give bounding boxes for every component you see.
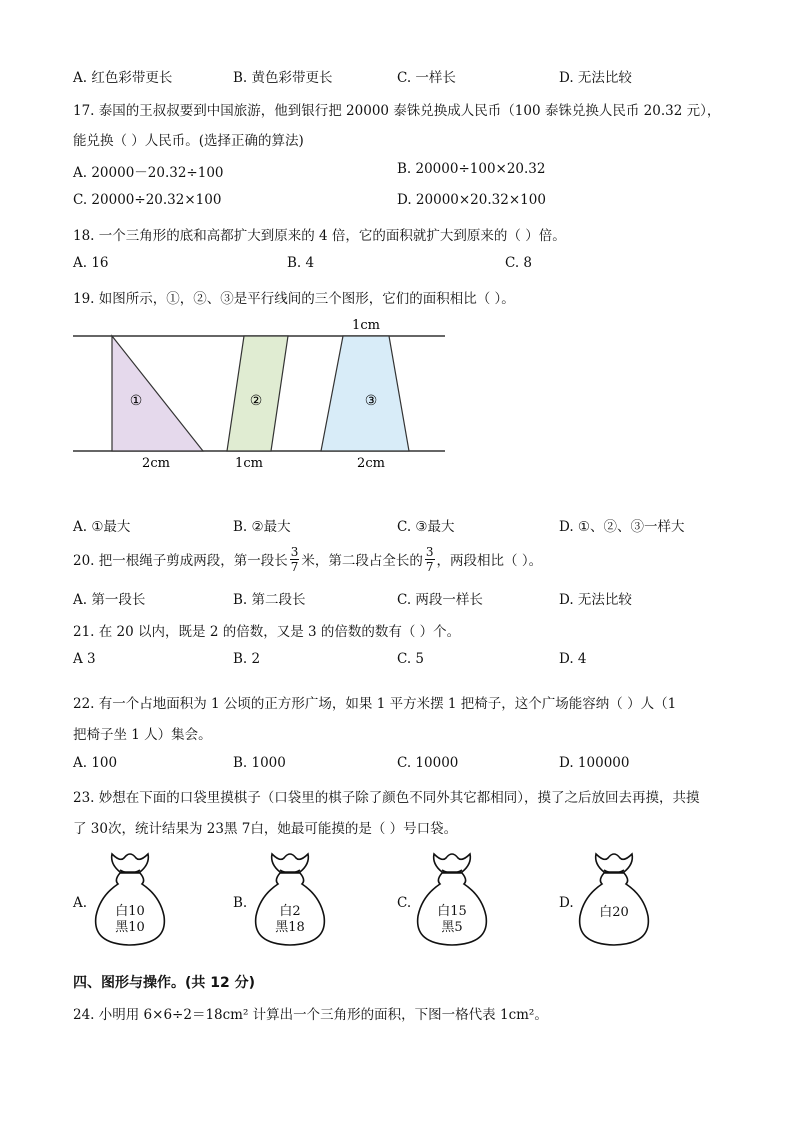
bottom-length-label-3: 2cm <box>357 456 385 471</box>
q17-option-a[interactable]: A. 20000－20.32÷100 <box>73 165 224 181</box>
bag-c-black-count: 黑5 <box>441 920 463 935</box>
bag-d-icon[interactable] <box>574 848 654 948</box>
q18-question: 18. 一个三角形的底和高都扩大到原来的 4 倍，它的面积就扩大到原来的（ ）倍。 <box>73 228 566 244</box>
q16-option-b[interactable]: B. 黄色彩带更长 <box>233 70 333 86</box>
q17-option-b[interactable]: B. 20000÷100×20.32 <box>397 161 546 177</box>
fraction-denominator: 7 <box>425 559 434 574</box>
q20-option-a[interactable]: A. 第一段长 <box>73 592 146 608</box>
q19-option-d[interactable]: D. ①、②、③一样大 <box>559 519 685 535</box>
triangle-shape <box>112 336 203 451</box>
bag-c-letter[interactable]: C. <box>397 895 412 911</box>
fraction-numerator: 3 <box>290 544 299 559</box>
bag-a-black-count: 黑10 <box>115 920 145 935</box>
q18-option-c[interactable]: C. 8 <box>505 255 533 271</box>
bag-b-white-count: 白2 <box>279 904 301 919</box>
q21-option-c[interactable]: C. 5 <box>397 651 425 667</box>
top-length-label: 1cm <box>352 318 380 333</box>
q18-option-b[interactable]: B. 4 <box>287 255 315 271</box>
q22-question-line1: 22. 有一个占地面积为 1 公顷的正方形广场，如果 1 平方米摆 1 把椅子，这个广场能容纳（ ）人（1 <box>73 696 677 712</box>
q20-text-b: 米，第二段占全长的 <box>301 553 423 569</box>
q19-question: 19. 如图所示，①，②、③是平行线间的三个图形，它们的面积相比（ ）。 <box>73 291 515 307</box>
q20-text-c: ，两段相比（ ）。 <box>436 553 543 569</box>
q22-option-b[interactable]: B. 1000 <box>233 755 286 771</box>
q20-option-c[interactable]: C. 两段一样长 <box>397 592 483 608</box>
bag-a-contents <box>90 904 170 936</box>
q19-option-b[interactable]: B. ②最大 <box>233 519 291 535</box>
q16-option-d[interactable]: D. 无法比较 <box>559 70 632 86</box>
q24-question: 24. 小明用 6×6÷2＝18cm² 计算出一个三角形的面积，下图一格代表 1cm²。 <box>73 1007 548 1023</box>
parallel-lines-figure <box>0 310 470 475</box>
fraction-denominator: 7 <box>290 559 299 574</box>
shape3-label: ③ <box>364 393 378 409</box>
bag-d-contents <box>574 905 654 921</box>
q19-option-c[interactable]: C. ③最大 <box>397 519 455 535</box>
shape1-label: ① <box>129 393 143 409</box>
bottom-length-label-1: 2cm <box>142 456 170 471</box>
q17-option-c[interactable]: C. 20000÷20.32×100 <box>73 192 222 208</box>
q19-option-a[interactable]: A. ①最大 <box>73 519 131 535</box>
q20-option-d[interactable]: D. 无法比较 <box>559 592 632 608</box>
q21-option-d[interactable]: D. 4 <box>559 651 587 667</box>
q16-option-a[interactable]: A. 红色彩带更长 <box>73 70 173 86</box>
q20-question <box>73 541 542 577</box>
bag-d-white-count: 白20 <box>599 905 629 920</box>
bag-b-contents <box>250 904 330 936</box>
shape2-label: ② <box>249 393 263 409</box>
q17-option-d[interactable]: D. 20000×20.32×100 <box>397 192 546 208</box>
q21-option-a[interactable]: A 3 <box>73 651 96 667</box>
q17-question-line1: 17. 泰国的王叔叔要到中国旅游，他到银行把 20000 泰铢兑换成人民币（100 泰铢兑换人民币 20.32 元）， <box>73 103 721 119</box>
bag-c-contents <box>412 904 492 936</box>
fraction-numerator: 3 <box>425 544 434 559</box>
q22-option-c[interactable]: C. 10000 <box>397 755 459 771</box>
bag-b-letter[interactable]: B. <box>233 895 248 911</box>
bag-b-black-count: 黑18 <box>275 920 305 935</box>
q22-question-line2: 把椅子坐 1 人）集会。 <box>73 727 212 743</box>
fraction-3-7-meters <box>290 546 300 573</box>
q20-option-b[interactable]: B. 第二段长 <box>233 592 306 608</box>
bag-d-letter[interactable]: D. <box>559 895 574 911</box>
q16-option-c[interactable]: C. 一样长 <box>397 70 456 86</box>
q18-option-a[interactable]: A. 16 <box>73 255 109 271</box>
q23-question-line1: 23. 妙想在下面的口袋里摸棋子（口袋里的棋子除了颜色不同外其它都相同），摸了之后放回去再摸，共摸 <box>73 790 700 806</box>
q23-question-line2: 了 30次，统计结果为 23黑 7白，她最可能摸的是（ ）号口袋。 <box>73 821 458 837</box>
bag-a-letter[interactable]: A. <box>73 895 88 911</box>
bag-c-white-count: 白15 <box>437 904 467 919</box>
q20-text-a: 20. 把一根绳子剪成两段，第一段长 <box>73 553 288 569</box>
q21-option-b[interactable]: B. 2 <box>233 651 261 667</box>
fraction-3-7-ratio <box>425 546 435 573</box>
bag-a-white-count: 白10 <box>115 904 145 919</box>
q17-question-line2: 能兑换（ ）人民币。(选择正确的算法) <box>73 133 304 149</box>
q22-option-a[interactable]: A. 100 <box>73 755 118 771</box>
section-4-title: 四、图形与操作。(共 12 分) <box>73 975 256 991</box>
bottom-length-label-2: 1cm <box>235 456 263 471</box>
q22-option-d[interactable]: D. 100000 <box>559 755 630 771</box>
q21-question: 21. 在 20 以内，既是 2 的倍数，又是 3 的倍数的数有（ ）个。 <box>73 624 461 640</box>
